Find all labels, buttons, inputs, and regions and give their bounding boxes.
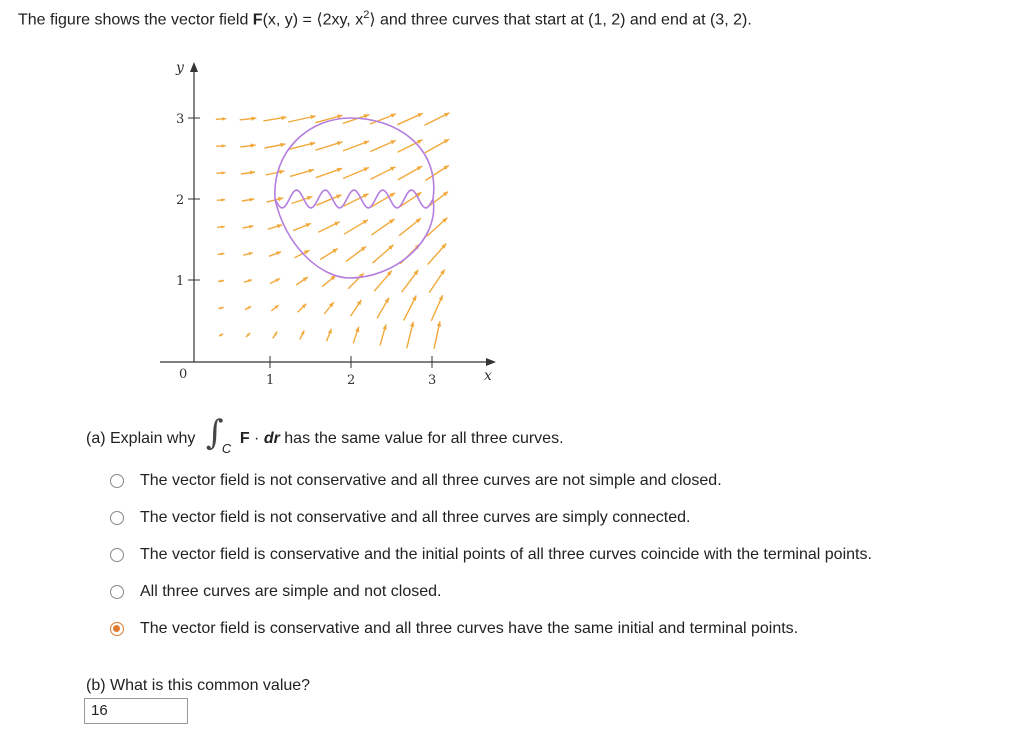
answer-options [110,462,872,647]
x-axis-label: x [484,368,492,384]
statement-suffix: and three curves that start at (1, 2) and end at (3, 2). [375,11,752,29]
field-arrowhead [364,114,370,118]
field-arrowhead [337,168,343,172]
option-1-radio[interactable] [110,474,124,488]
part-a-suffix: has the same value for all three curves. [279,430,564,448]
x-tick-label-1: 1 [266,373,275,388]
y-tick-label-1: 1 [176,274,185,289]
y-tick-label-2: 2 [176,193,185,208]
field-arrowhead [307,196,312,200]
integrand-dot: · [249,430,264,448]
option-3-radio[interactable] [110,548,124,562]
upper-arc-curve [275,118,434,199]
x-tick-label-2: 2 [347,373,356,388]
option-1-label: The vector field is not conservative and all three curves are not simple and closed. [140,471,722,489]
integral-subscript: C [221,441,232,456]
field-symbol: F [252,11,263,29]
field-arrowhead [337,141,343,145]
integrand-F: F [239,430,250,448]
part-a-question [86,413,564,456]
statement-prefix: The figure shows the vector field [18,11,253,29]
option-4[interactable] [110,573,872,610]
field-arrowhead [221,198,225,201]
option-2-radio[interactable] [110,511,124,525]
field-arrowhead [276,251,281,255]
part-a-prefix: (a) Explain why [86,430,196,448]
field-arrowhead [391,114,396,118]
field-arrowhead [222,117,226,121]
y-tick-label-3: 3 [176,112,185,127]
field-arrowhead [355,327,359,333]
field-arrowhead [248,279,252,282]
option-2-label: The vector field is not conservative and all three curves are simply connected. [140,508,691,526]
field-arrowhead [222,171,226,175]
x-axis-arrowhead [486,358,496,366]
line-integral-symbol: ∫ C [205,413,232,456]
option-5-radio[interactable] [110,622,124,636]
formula-exponent: 2 [363,9,370,21]
option-4-label: All three curves are simple and not closed. [140,582,442,600]
y-axis-label: y [176,60,184,76]
formula-a: (x, y) = ⟨2xy, x [262,11,364,29]
option-1[interactable] [110,462,872,499]
option-5-label: The vector field is conservative and all three curves have the same initial and terminal points. [140,619,799,637]
wavy-curve [275,190,433,208]
option-3[interactable] [110,536,872,573]
answer-input[interactable]: 16 [84,698,188,724]
option-5[interactable] [110,610,872,647]
option-4-radio[interactable] [110,585,124,599]
integrand-dr: dr [263,430,280,448]
field-arrowhead [277,224,282,228]
part-b-question: (b) What is this common value? [86,677,311,694]
field-arrowhead [222,144,226,148]
curves-group [275,118,434,278]
x-tick-label-3: 3 [428,373,437,388]
lower-arc-curve [275,199,434,278]
option-2[interactable] [110,499,872,536]
option-3-label: The vector field is conservative and the initial points of all three curves coincide with the terminal points. [140,545,872,563]
formula-b: ⟩ [369,11,376,29]
field-arrowhead [364,141,370,145]
vector-field-arrows [216,113,450,349]
y-axis-arrowhead [190,62,198,72]
field-arrowhead [280,143,285,148]
x-tick-label-0: 0 [179,367,188,382]
